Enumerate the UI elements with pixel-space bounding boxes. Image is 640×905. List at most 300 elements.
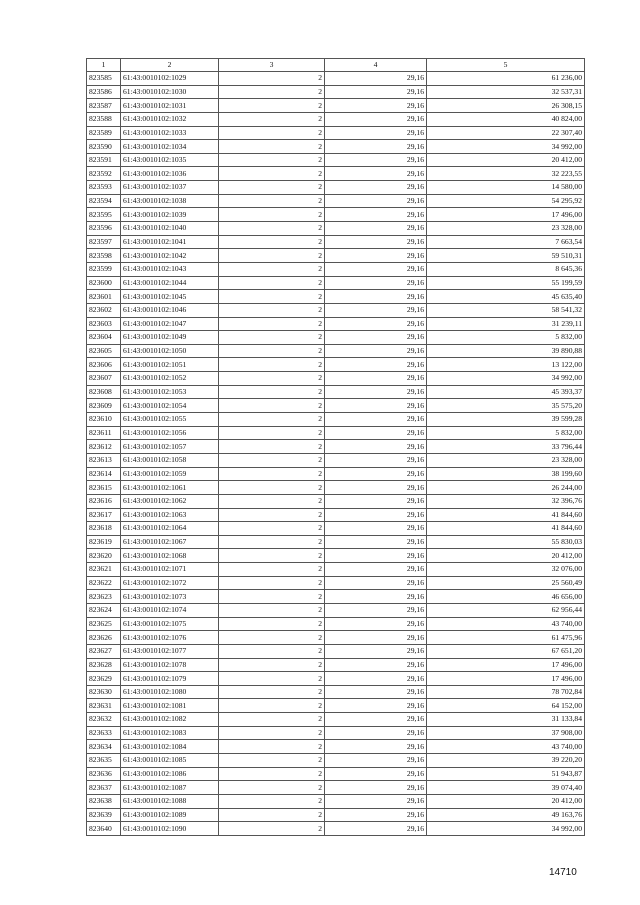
cadastral-number-cell: 61:43:0010102:1076 [121,631,219,645]
row-id-cell: 823594 [87,194,121,208]
value-cell: 33 796,44 [427,440,585,454]
value-cell: 39 890,88 [427,344,585,358]
area-cell: 29,16 [325,603,427,617]
table-row [87,276,585,290]
count-cell: 2 [219,481,325,495]
area-cell: 29,16 [325,726,427,740]
value-cell: 17 496,00 [427,658,585,672]
count-cell: 2 [219,153,325,167]
area-cell: 29,16 [325,713,427,727]
row-id-cell: 823600 [87,276,121,290]
table-row [87,153,585,167]
table-row [87,549,585,563]
row-id-cell: 823585 [87,72,121,86]
count-cell: 2 [219,249,325,263]
count-cell: 2 [219,426,325,440]
value-cell: 32 537,31 [427,85,585,99]
count-cell: 2 [219,181,325,195]
table-row [87,590,585,604]
value-cell: 64 152,00 [427,699,585,713]
value-cell: 34 992,00 [427,140,585,154]
count-cell: 2 [219,672,325,686]
value-cell: 39 220,20 [427,754,585,768]
value-cell: 67 651,20 [427,644,585,658]
area-cell: 29,16 [325,208,427,222]
area-cell: 29,16 [325,644,427,658]
row-id-cell: 823613 [87,453,121,467]
row-id-cell: 823631 [87,699,121,713]
table-row [87,794,585,808]
row-id-cell: 823625 [87,617,121,631]
value-cell: 45 635,40 [427,290,585,304]
value-cell: 14 580,00 [427,181,585,195]
count-cell: 2 [219,590,325,604]
area-cell: 29,16 [325,754,427,768]
row-id-cell: 823630 [87,685,121,699]
count-cell: 2 [219,658,325,672]
table-row [87,644,585,658]
row-id-cell: 823596 [87,222,121,236]
value-cell: 7 663,54 [427,235,585,249]
table-row [87,385,585,399]
value-cell: 17 496,00 [427,672,585,686]
value-cell: 49 163,76 [427,808,585,822]
area-cell: 29,16 [325,426,427,440]
cadastral-number-cell: 61:43:0010102:1050 [121,344,219,358]
count-cell: 2 [219,303,325,317]
row-id-cell: 823602 [87,303,121,317]
cadastral-number-cell: 61:43:0010102:1042 [121,249,219,263]
table-row [87,617,585,631]
value-cell: 39 074,40 [427,781,585,795]
area-cell: 29,16 [325,440,427,454]
count-cell: 2 [219,358,325,372]
row-id-cell: 823637 [87,781,121,795]
cadastral-number-cell: 61:43:0010102:1038 [121,194,219,208]
table-row [87,372,585,386]
table-row [87,331,585,345]
row-id-cell: 823638 [87,794,121,808]
value-cell: 61 475,96 [427,631,585,645]
value-cell: 61 236,00 [427,72,585,86]
column-header-4: 4 [325,59,427,72]
table-row [87,303,585,317]
table-row [87,685,585,699]
row-id-cell: 823634 [87,740,121,754]
area-cell: 29,16 [325,794,427,808]
count-cell: 2 [219,603,325,617]
area-cell: 29,16 [325,72,427,86]
value-cell: 39 599,28 [427,413,585,427]
data-table [86,58,585,836]
row-id-cell: 823591 [87,153,121,167]
cadastral-number-cell: 61:43:0010102:1083 [121,726,219,740]
area-cell: 29,16 [325,617,427,631]
column-header-2: 2 [121,59,219,72]
count-cell: 2 [219,140,325,154]
row-id-cell: 823609 [87,399,121,413]
area-cell: 29,16 [325,590,427,604]
row-id-cell: 823599 [87,262,121,276]
count-cell: 2 [219,372,325,386]
table-row [87,699,585,713]
count-cell: 2 [219,385,325,399]
area-cell: 29,16 [325,194,427,208]
cadastral-number-cell: 61:43:0010102:1036 [121,167,219,181]
area-cell: 29,16 [325,372,427,386]
value-cell: 37 908,00 [427,726,585,740]
value-cell: 55 830,03 [427,535,585,549]
table-row [87,808,585,822]
cadastral-number-cell: 61:43:0010102:1078 [121,658,219,672]
table-row [87,713,585,727]
table-row [87,822,585,836]
row-id-cell: 823617 [87,508,121,522]
cadastral-number-cell: 61:43:0010102:1029 [121,72,219,86]
value-cell: 34 992,00 [427,822,585,836]
value-cell: 55 199,59 [427,276,585,290]
row-id-cell: 823608 [87,385,121,399]
count-cell: 2 [219,99,325,113]
table-row [87,358,585,372]
value-cell: 43 740,00 [427,617,585,631]
area-cell: 29,16 [325,153,427,167]
cadastral-number-cell: 61:43:0010102:1031 [121,99,219,113]
cadastral-number-cell: 61:43:0010102:1087 [121,781,219,795]
value-cell: 26 308,15 [427,99,585,113]
count-cell: 2 [219,399,325,413]
cadastral-number-cell: 61:43:0010102:1080 [121,685,219,699]
count-cell: 2 [219,453,325,467]
area-cell: 29,16 [325,685,427,699]
count-cell: 2 [219,631,325,645]
area-cell: 29,16 [325,249,427,263]
row-id-cell: 823605 [87,344,121,358]
cadastral-number-cell: 61:43:0010102:1068 [121,549,219,563]
area-cell: 29,16 [325,181,427,195]
value-cell: 31 133,84 [427,713,585,727]
count-cell: 2 [219,822,325,836]
count-cell: 2 [219,508,325,522]
cadastral-number-cell: 61:43:0010102:1082 [121,713,219,727]
count-cell: 2 [219,754,325,768]
count-cell: 2 [219,494,325,508]
cadastral-number-cell: 61:43:0010102:1073 [121,590,219,604]
count-cell: 2 [219,208,325,222]
cadastral-number-cell: 61:43:0010102:1058 [121,453,219,467]
table-row [87,126,585,140]
area-cell: 29,16 [325,276,427,290]
area-cell: 29,16 [325,658,427,672]
area-cell: 29,16 [325,235,427,249]
value-cell: 20 412,00 [427,153,585,167]
cadastral-number-cell: 61:43:0010102:1063 [121,508,219,522]
table-row [87,467,585,481]
row-id-cell: 823587 [87,99,121,113]
area-cell: 29,16 [325,481,427,495]
count-cell: 2 [219,317,325,331]
row-id-cell: 823595 [87,208,121,222]
value-cell: 23 328,00 [427,222,585,236]
value-cell: 26 244,00 [427,481,585,495]
row-id-cell: 823623 [87,590,121,604]
table-row [87,754,585,768]
cadastral-number-cell: 61:43:0010102:1040 [121,222,219,236]
cadastral-number-cell: 61:43:0010102:1035 [121,153,219,167]
area-cell: 29,16 [325,399,427,413]
row-id-cell: 823629 [87,672,121,686]
cadastral-number-cell: 61:43:0010102:1085 [121,754,219,768]
area-cell: 29,16 [325,331,427,345]
table-row [87,399,585,413]
table-row [87,740,585,754]
cadastral-number-cell: 61:43:0010102:1041 [121,235,219,249]
table-row [87,453,585,467]
value-cell: 32 396,76 [427,494,585,508]
area-cell: 29,16 [325,631,427,645]
cadastral-number-cell: 61:43:0010102:1045 [121,290,219,304]
count-cell: 2 [219,726,325,740]
area-cell: 29,16 [325,563,427,577]
value-cell: 54 295,92 [427,194,585,208]
value-cell: 38 199,60 [427,467,585,481]
count-cell: 2 [219,644,325,658]
count-cell: 2 [219,262,325,276]
value-cell: 41 844,60 [427,522,585,536]
value-cell: 22 307,40 [427,126,585,140]
row-id-cell: 823619 [87,535,121,549]
count-cell: 2 [219,794,325,808]
row-id-cell: 823616 [87,494,121,508]
table-row [87,112,585,126]
cadastral-number-cell: 61:43:0010102:1051 [121,358,219,372]
table-row [87,413,585,427]
table-row [87,508,585,522]
count-cell: 2 [219,522,325,536]
cadastral-number-cell: 61:43:0010102:1055 [121,413,219,427]
row-id-cell: 823601 [87,290,121,304]
row-id-cell: 823586 [87,85,121,99]
cadastral-number-cell: 61:43:0010102:1086 [121,767,219,781]
area-cell: 29,16 [325,99,427,113]
cadastral-number-cell: 61:43:0010102:1056 [121,426,219,440]
row-id-cell: 823604 [87,331,121,345]
area-cell: 29,16 [325,808,427,822]
count-cell: 2 [219,276,325,290]
count-cell: 2 [219,685,325,699]
cadastral-number-cell: 61:43:0010102:1071 [121,563,219,577]
value-cell: 13 122,00 [427,358,585,372]
cadastral-number-cell: 61:43:0010102:1043 [121,262,219,276]
count-cell: 2 [219,576,325,590]
column-header-5: 5 [427,59,585,72]
table-row [87,781,585,795]
table-row [87,181,585,195]
row-id-cell: 823592 [87,167,121,181]
table-row [87,85,585,99]
table-row [87,426,585,440]
count-cell: 2 [219,699,325,713]
value-cell: 40 824,00 [427,112,585,126]
row-id-cell: 823590 [87,140,121,154]
value-cell: 32 076,00 [427,563,585,577]
row-id-cell: 823640 [87,822,121,836]
row-id-cell: 823611 [87,426,121,440]
area-cell: 29,16 [325,508,427,522]
row-id-cell: 823614 [87,467,121,481]
table-row [87,440,585,454]
area-cell: 29,16 [325,549,427,563]
count-cell: 2 [219,563,325,577]
header-row [87,59,585,72]
count-cell: 2 [219,617,325,631]
value-cell: 32 223,55 [427,167,585,181]
row-id-cell: 823588 [87,112,121,126]
value-cell: 51 943,87 [427,767,585,781]
value-cell: 35 575,20 [427,399,585,413]
cadastral-number-cell: 61:43:0010102:1059 [121,467,219,481]
count-cell: 2 [219,222,325,236]
area-cell: 29,16 [325,358,427,372]
area-cell: 29,16 [325,699,427,713]
row-id-cell: 823618 [87,522,121,536]
table-row [87,631,585,645]
table-row [87,726,585,740]
table-row [87,658,585,672]
cadastral-number-cell: 61:43:0010102:1081 [121,699,219,713]
table-body [87,59,585,836]
table-row [87,317,585,331]
cadastral-number-cell: 61:43:0010102:1067 [121,535,219,549]
cadastral-number-cell: 61:43:0010102:1062 [121,494,219,508]
row-id-cell: 823636 [87,767,121,781]
area-cell: 29,16 [325,344,427,358]
cadastral-number-cell: 61:43:0010102:1061 [121,481,219,495]
row-id-cell: 823621 [87,563,121,577]
row-id-cell: 823632 [87,713,121,727]
row-id-cell: 823593 [87,181,121,195]
column-header-1: 1 [87,59,121,72]
row-id-cell: 823627 [87,644,121,658]
value-cell: 17 496,00 [427,208,585,222]
area-cell: 29,16 [325,781,427,795]
table-row [87,481,585,495]
cadastral-number-cell: 61:43:0010102:1074 [121,603,219,617]
page-number: 14710 [549,867,577,878]
value-cell: 62 956,44 [427,603,585,617]
row-id-cell: 823622 [87,576,121,590]
cadastral-number-cell: 61:43:0010102:1057 [121,440,219,454]
area-cell: 29,16 [325,303,427,317]
cadastral-number-cell: 61:43:0010102:1088 [121,794,219,808]
count-cell: 2 [219,290,325,304]
table-row [87,494,585,508]
table-row [87,290,585,304]
table-row [87,140,585,154]
cadastral-number-cell: 61:43:0010102:1075 [121,617,219,631]
count-cell: 2 [219,167,325,181]
value-cell: 34 992,00 [427,372,585,386]
area-cell: 29,16 [325,126,427,140]
area-cell: 29,16 [325,672,427,686]
column-header-3: 3 [219,59,325,72]
cadastral-number-cell: 61:43:0010102:1077 [121,644,219,658]
cadastral-number-cell: 61:43:0010102:1049 [121,331,219,345]
row-id-cell: 823626 [87,631,121,645]
value-cell: 41 844,60 [427,508,585,522]
value-cell: 8 645,36 [427,262,585,276]
count-cell: 2 [219,440,325,454]
count-cell: 2 [219,194,325,208]
area-cell: 29,16 [325,385,427,399]
table-row [87,222,585,236]
table-row [87,344,585,358]
table-row [87,167,585,181]
cadastral-number-cell: 61:43:0010102:1030 [121,85,219,99]
count-cell: 2 [219,535,325,549]
count-cell: 2 [219,85,325,99]
area-cell: 29,16 [325,413,427,427]
row-id-cell: 823615 [87,481,121,495]
value-cell: 20 412,00 [427,549,585,563]
cadastral-number-cell: 61:43:0010102:1052 [121,372,219,386]
table-row [87,522,585,536]
count-cell: 2 [219,72,325,86]
table-row [87,535,585,549]
cadastral-number-cell: 61:43:0010102:1084 [121,740,219,754]
area-cell: 29,16 [325,85,427,99]
row-id-cell: 823628 [87,658,121,672]
row-id-cell: 823597 [87,235,121,249]
table-row [87,235,585,249]
cadastral-number-cell: 61:43:0010102:1039 [121,208,219,222]
count-cell: 2 [219,331,325,345]
count-cell: 2 [219,112,325,126]
row-id-cell: 823620 [87,549,121,563]
count-cell: 2 [219,413,325,427]
count-cell: 2 [219,808,325,822]
area-cell: 29,16 [325,535,427,549]
table-row [87,72,585,86]
value-cell: 78 702,84 [427,685,585,699]
cadastral-number-cell: 61:43:0010102:1090 [121,822,219,836]
row-id-cell: 823624 [87,603,121,617]
row-id-cell: 823635 [87,754,121,768]
cadastral-number-cell: 61:43:0010102:1053 [121,385,219,399]
row-id-cell: 823603 [87,317,121,331]
count-cell: 2 [219,235,325,249]
value-cell: 25 560,49 [427,576,585,590]
table-row [87,672,585,686]
table-row [87,576,585,590]
value-cell: 43 740,00 [427,740,585,754]
area-cell: 29,16 [325,167,427,181]
row-id-cell: 823606 [87,358,121,372]
area-cell: 29,16 [325,822,427,836]
count-cell: 2 [219,549,325,563]
table-row [87,194,585,208]
value-cell: 5 832,00 [427,426,585,440]
row-id-cell: 823607 [87,372,121,386]
row-id-cell: 823639 [87,808,121,822]
cadastral-number-cell: 61:43:0010102:1034 [121,140,219,154]
area-cell: 29,16 [325,494,427,508]
cadastral-number-cell: 61:43:0010102:1079 [121,672,219,686]
value-cell: 45 393,37 [427,385,585,399]
row-id-cell: 823610 [87,413,121,427]
area-cell: 29,16 [325,262,427,276]
count-cell: 2 [219,740,325,754]
